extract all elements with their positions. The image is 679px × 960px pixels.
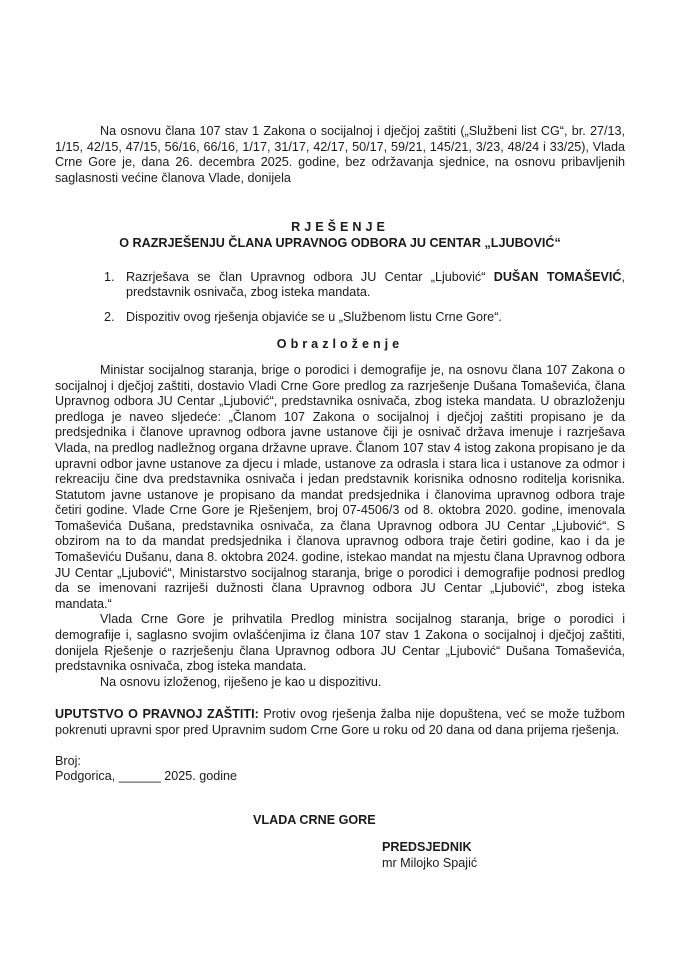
legal-remedy-paragraph: [55, 707, 625, 738]
legal-remedy-text: Protiv ovog rješenja žalba nije dopuštena, već se može tužbom pokrenuti upravni spor pred Upravnim sudom Crne Gore u roku od 20 dana od dana prijema rješenja.: [55, 707, 625, 737]
item-number: 2.: [104, 309, 115, 324]
dispositive-item-2: [104, 310, 625, 326]
dispositive-item-1: [104, 270, 625, 301]
document-subtitle: O RAZRJEŠENJU ČLANA UPRAVNOG ODBORA JU CENTAR „LJUBOVIĆ“: [119, 235, 561, 250]
item-text-end: , predstavnik osnivača, zbog isteka mandata.: [126, 269, 625, 300]
signer-title: PREDSJEDNIK: [382, 840, 472, 855]
document-title: RJEŠENJE: [291, 220, 389, 235]
intro-paragraph: Na osnovu člana 107 stav 1 Zakona o socijalnoj i dječjoj zaštiti („Službeni list CG“, br. 27/13, 1/15, 42/15, 47/15, 56/16, 66/16, 1/17, 31/17, 42/17, 50/17, 59/21, 145/21, 3/23, 48/24 i 33/25), Vlada Crne Gore je, dana 26. decembra 2025. godine, bez održavanja sjednice, na osnovu pribavljenih saglasnosti većine članova Vlade, donijela: [55, 124, 625, 185]
reasoning-paragraph: Ministar socijalnog staranja, brige o porodici i demografije je, na osnovu člana 107 Zakona o socijalnoj i dječjoj zaštiti, dostavio Vladi Crne Gore predlog za razrješenje Dušana Tomaševića, člana Upravnog odbora JU Centar „Ljubović“, predstavnika osnivača, zbog isteka mandata. U obrazloženju predloga je naveo sljedeće: „Članom 107 Zakona o socijalnoj i dječjoj zaštiti propisano je da predsjednika i članove upravnog odbora javne ustanove čiji je osnivač država imenuje i razrješava Vlada, na predlog nadležnog organa državne uprave. Članom 107 stav 4 istog zakona propisano je da upravni odbor javne ustanove za djecu i mlade, ustanove za odrasla i stara lica i ustanove za odmor i rekreaciju čine dva predstavnika osnivača i jedan predstavnik korisnika odnosno roditelja korisnika. Statutom javne ustanove je propisano da mandat predsjednika i članovima upravnog odbora traje četiri godine. Vlade Crne Gore je Rješenjem, broj 07-4506/3 od 8. oktobra 2020. godine, imenovala Tomaševića Dušana, predstavnika osnivača, za člana Upravnog odbora JU Centar „Ljubović“. S obzirom na to da mandat predsjednika i članova upravnog odbora traje četiri godine, kao i da je Tomaševiću Dušanu, dana 8. oktobra 2024. godine, istekao mandat na mjestu člana Upravnog odbora JU Centar „Ljubović“, Ministarstvo socijalnog staranja, brige o porodici i demografije podnosi predlog da se imenovani razriješi dužnosti člana Upravnog odbora JU Centar „Ljubović“, zbog isteka mandata.“: [55, 362, 625, 611]
reasoning-paragraph: Na osnovu izloženog, riješeno je kao u dispozitivu.: [100, 674, 382, 689]
item-name-bold: DUŠAN TOMAŠEVIĆ: [493, 269, 622, 284]
reasoning-paragraph: Vlada Crne Gore je prihvatila Predlog ministra socijalnog staranja, brige o porodici i demografije i, saglasno svojim ovlašćenjima iz člana 107 stav 1 Zakona o socijalnoj i dječjoj zaštiti, donijela Rješenje o razrješenju člana Upravnog odbora JU Centar „Ljubović“ Dušana Tomaševića, predstavnika osnivača, zbog isteka mandata.: [55, 612, 625, 674]
place-date: Podgorica, ______ 2025. godine: [55, 769, 238, 784]
signer-name: mr Milojko Spajić: [382, 855, 478, 870]
item-text: Dispozitiv ovog rješenja objaviće se u „Službenom listu Crne Gore“.: [126, 309, 502, 324]
reasoning-title: Obrazloženje: [276, 337, 404, 352]
item-number: 1.: [104, 269, 115, 284]
reasoning-body: [55, 363, 625, 690]
broj-label: Broj:: [55, 753, 81, 768]
legal-remedy-label: UPUTSTVO O PRAVNOJ ZAŠTITI:: [55, 707, 259, 722]
item-text: Razrješava se član Upravnog odbora JU Centar „Ljubović“: [126, 269, 494, 284]
government-name: VLADA CRNE GORE: [253, 812, 376, 827]
